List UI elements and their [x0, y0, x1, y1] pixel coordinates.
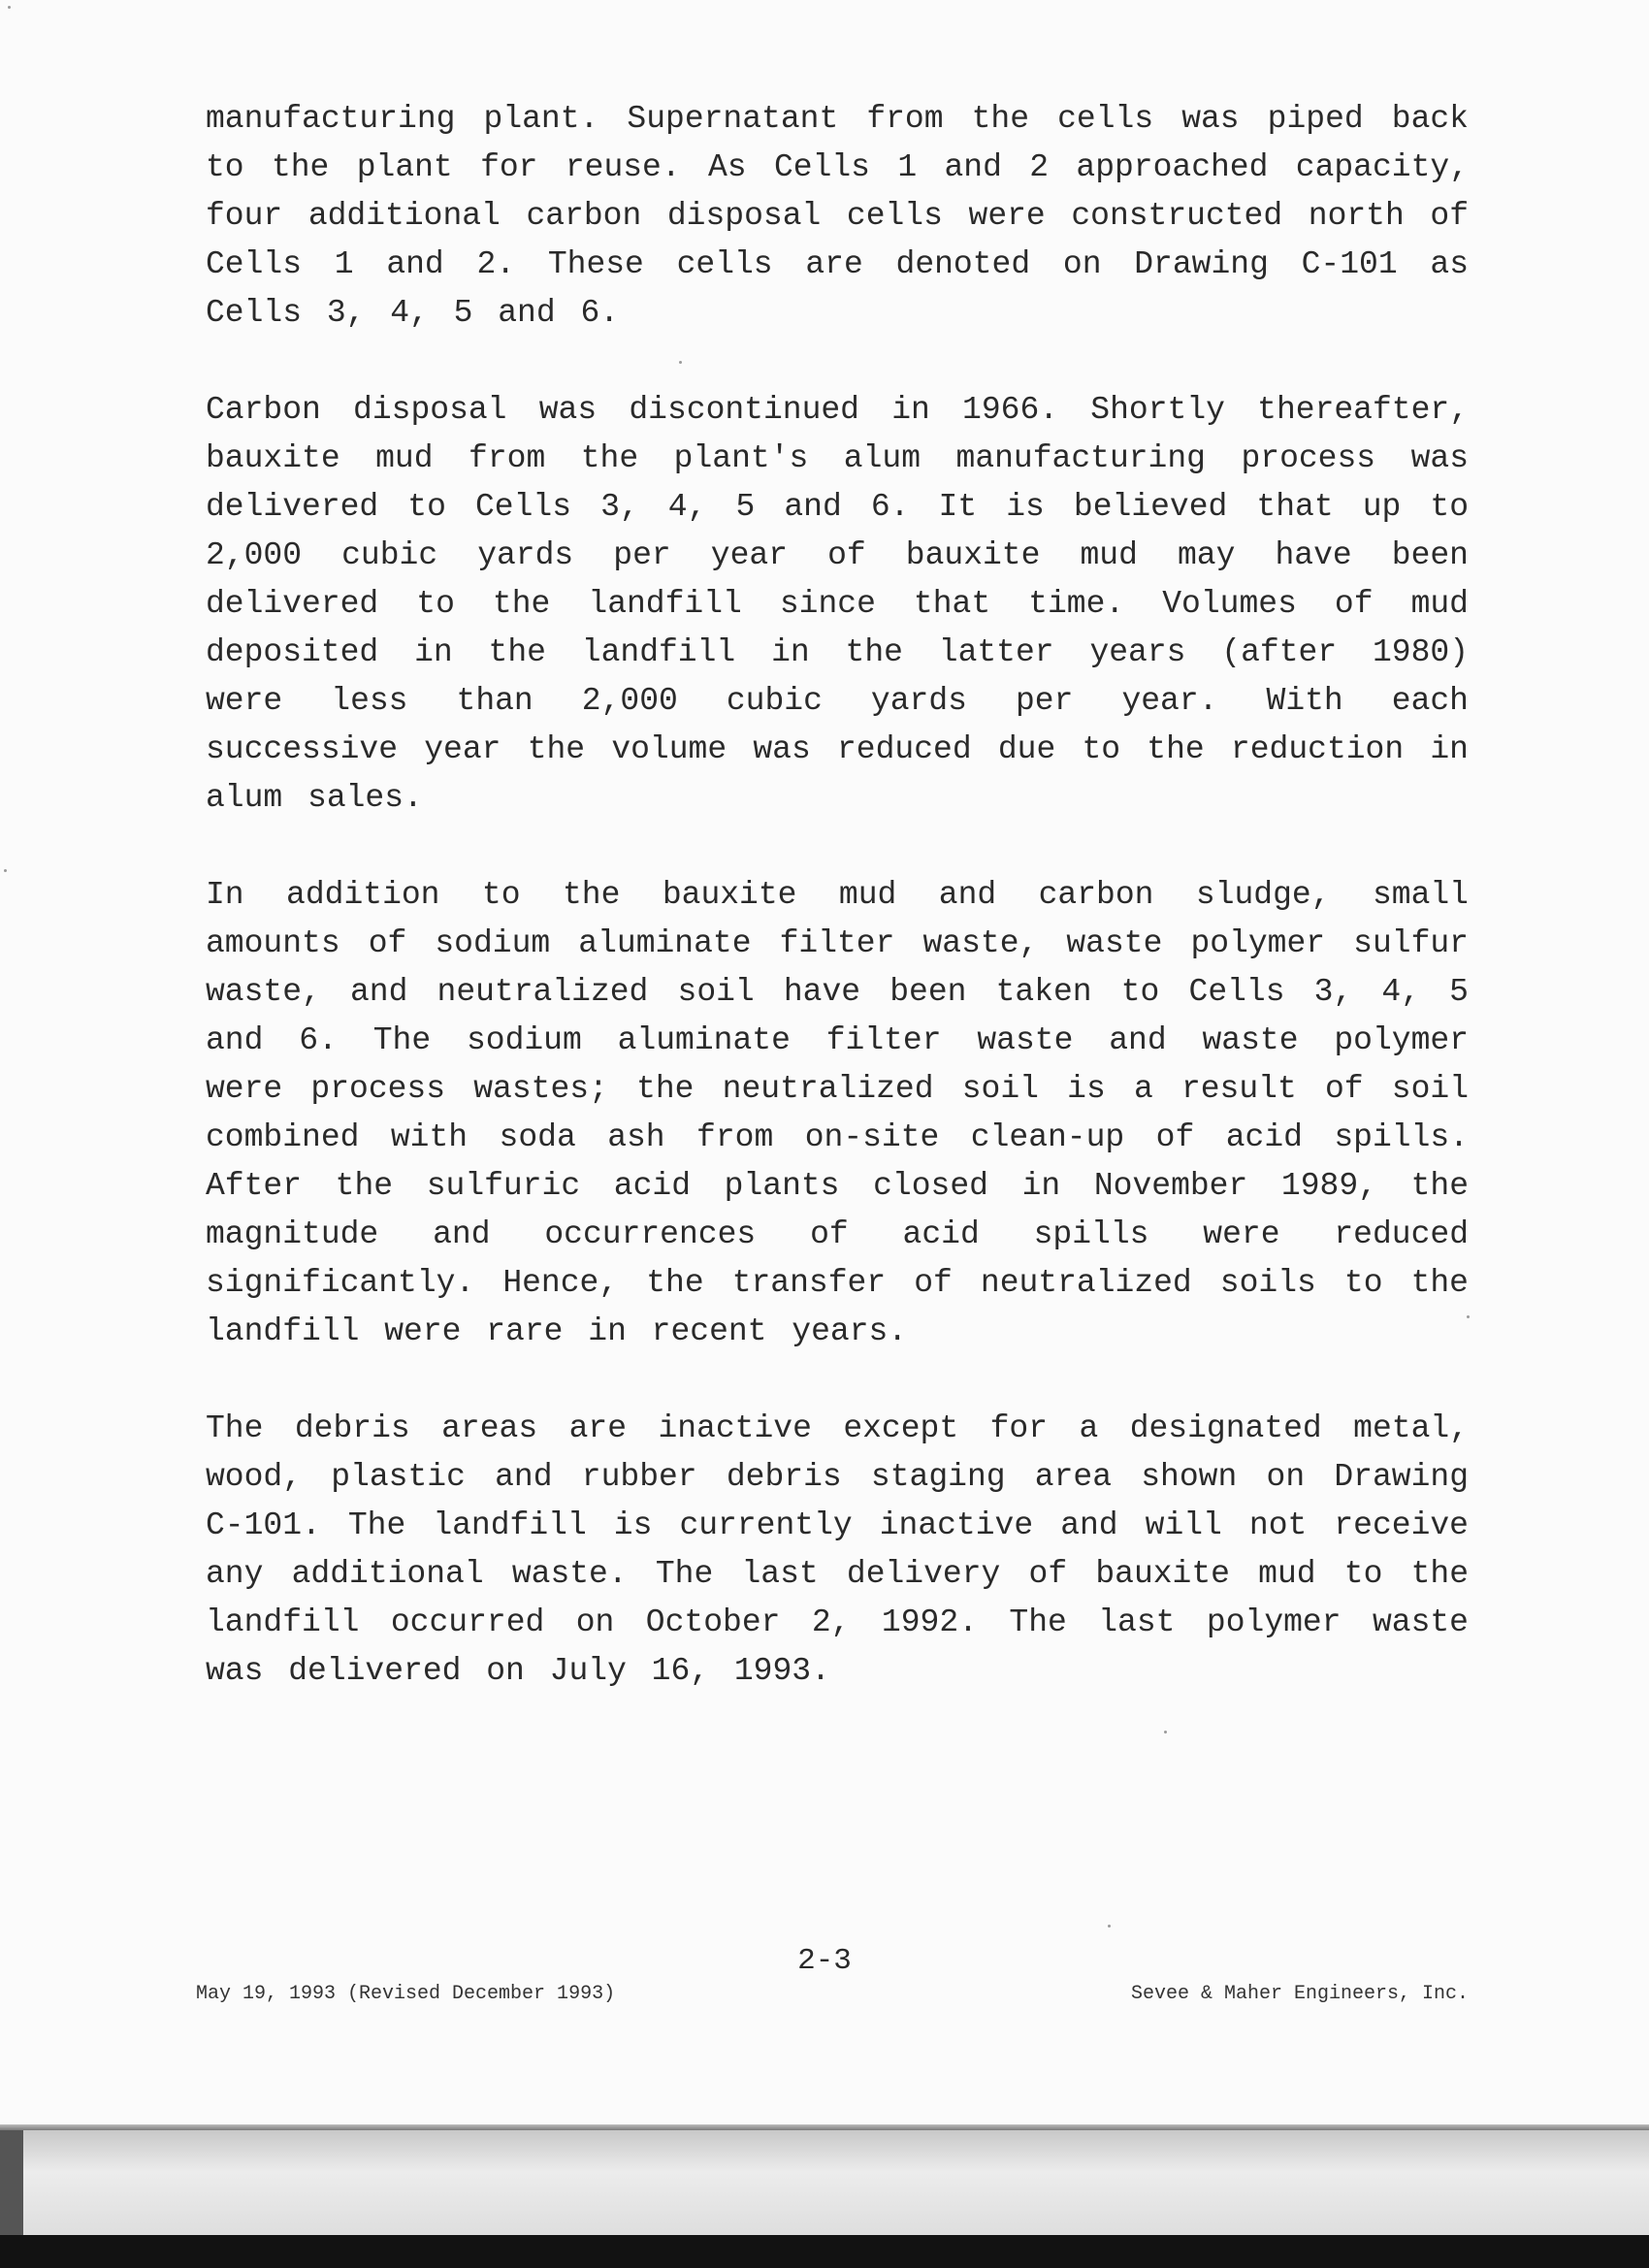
footer-date: May 19, 1993 (Revised December 1993): [196, 1983, 616, 2005]
scanner-border: [0, 2235, 1649, 2268]
scan-speck: [8, 6, 11, 9]
scan-speck: [4, 869, 7, 872]
scan-speck: [1467, 1315, 1470, 1318]
page-number: 2-3: [797, 1944, 852, 1978]
footer-company: Sevee & Maher Engineers, Inc.: [1130, 1983, 1469, 2005]
scanner-shadow: [0, 2130, 23, 2235]
scan-speck: [1164, 1731, 1167, 1733]
paragraph-1: manufacturing plant. Supernatant from the cells was piped back to the plant for reuse. As Cells 1 and 2 approached capacity, four additional carbon disposal cells were constructed north of Cells 1 and 2. These cells are denoted on Drawing C-101 as Cells 3, 4, 5 and 6.: [206, 101, 1469, 331]
paragraph-3: In addition to the bauxite mud and carbon sludge, small amounts of sodium aluminate filter waste, waste polymer sulfur waste, and neutralized soil have been taken to Cells 3, 4, 5 and 6. The sodium aluminate filter waste and waste polymer were process wastes; the neutralized soil is a result of soil combined with soda ash from on-site clean-up of acid spills. After the sulfuric acid plants closed in November 1989, the magnitude and occurrences of acid spills were reduced significantly. Hence, the transfer of neutralized soils to the landfill were rare in recent years.: [206, 877, 1469, 1349]
scan-speck: [679, 361, 682, 364]
body-text: [206, 95, 1469, 1744]
paragraph-4: The debris areas are inactive except for a designated metal, wood, plastic and rubber debris staging area shown on Drawing C-101. The landfill is currently inactive and will not receive any additional waste. The last delivery of bauxite mud to the landfill occurred on October 2, 1992. The last polymer waste was delivered on July 16, 1993.: [206, 1410, 1469, 1689]
scanner-background: [0, 2130, 1649, 2235]
scan-speck: [1108, 1925, 1111, 1928]
paragraph-2: Carbon disposal was discontinued in 1966. Shortly thereafter, bauxite mud from the plant's alum manufacturing process was delivered to Cells 3, 4, 5 and 6. It is believed that up to 2,000 cubic yards per year of bauxite mud may have been delivered to the landfill since that time. Volumes of mud deposited in the landfill in the latter years (after 1980) were less than 2,000 cubic yards per year. With each successive year the volume was reduced due to the reduction in alum sales.: [206, 392, 1469, 816]
